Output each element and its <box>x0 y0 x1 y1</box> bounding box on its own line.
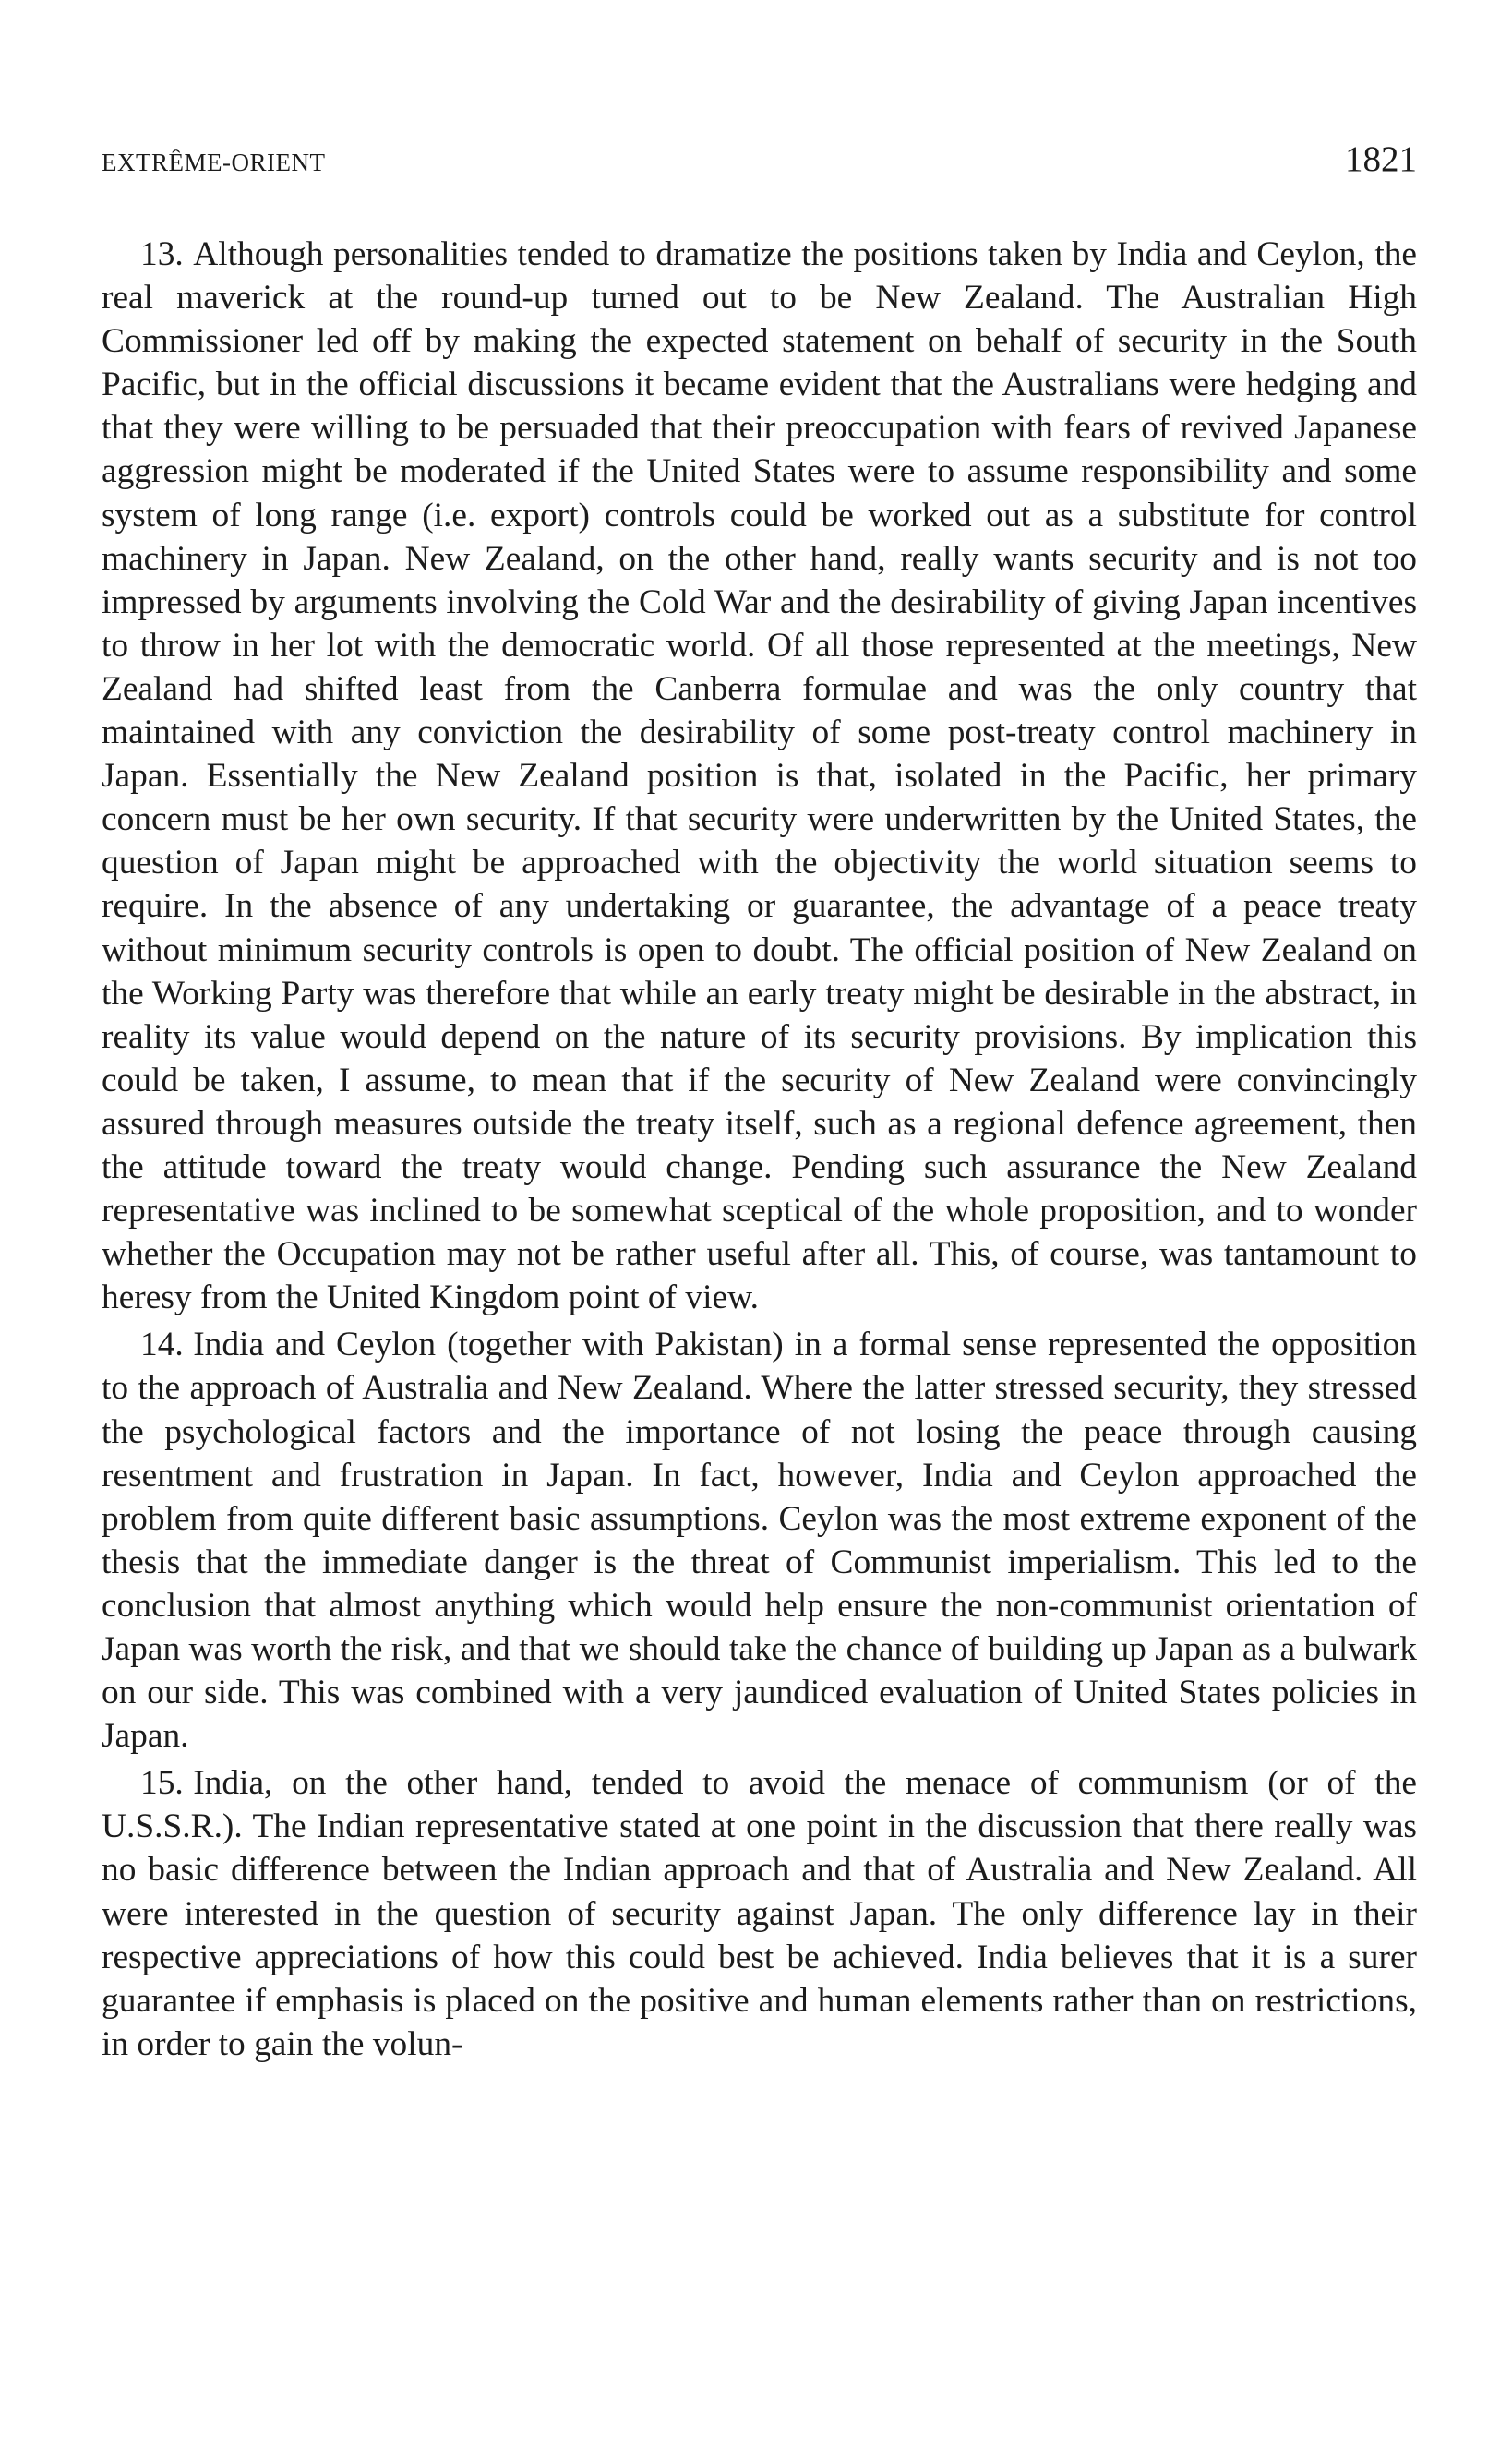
paragraph-number: 15. <box>140 1764 184 1803</box>
paragraph-text: India, on the other hand, tended to avoid the menace of communism (or of the U.S.S.R.). The Indian representative stated at one point in the discussion that there really was no basic difference between the Indian approach and that of Australia and New Zealand. All were interested in the question of security against Japan. The only difference lay in their respective appreciations of how this could best be achieved. India believes that it is a surer guarantee if emphasis is placed on the positive and human elements rather than on restrictions, in order to gain the volun- <box>102 1764 1417 2063</box>
running-title: EXTRÊME-ORIENT <box>102 149 326 176</box>
page-number: 1821 <box>1345 139 1417 179</box>
paragraph-15 <box>102 1761 1417 2066</box>
paragraph-13 <box>102 233 1417 1319</box>
running-header <box>102 138 1417 186</box>
paragraph-14 <box>102 1323 1417 1758</box>
paragraph-text: Although personalities tended to dramatize the positions taken by India and Ceylon, the real maverick at the round-up turned out to be New Zealand. The Australian High Commissioner led off by making the expected statement on behalf of security in the South Pacific, but in the official discussions it became evident that the Australians were hedging and that they were willing to be persuaded that their preoccupation with fears of revived Japanese aggression might be moderated if the United States were to assume responsibility and some system of long range (i.e. export) controls could be worked out as a substitute for control machinery in Japan. New Zealand, on the other hand, really wants security and is not too impressed by arguments involving the Cold War and the desirability of giving Japan incentives to throw in her lot with the democratic world. Of all those represented at the meetings, New Zealand had shifted least from the Canberra formulae and was the only country that maintained with any conviction the desirability of some post-treaty control machinery in Japan. Essentially the New Zealand position is that, isolated in the Pacific, her primary concern must be her own security. If that security were underwritten by the United States, the question of Japan might be approached with the objectivity the world situation seems to require. In the absence of any undertaking or guarantee, the advantage of a peace treaty without minimum security controls is open to doubt. The official position of New Zealand on the Working Party was therefore that while an early treaty might be desirable in the abstract, in reality its value would depend on the nature of its security provisions. By implication this could be taken, I assume, to mean that if the security of New Zealand were convincingly assured through measures outside the treaty itself, such as a regional defence agreement, then the attitude toward the treaty would change. Pending such assurance the New Zealand representative was inclined to be somewhat sceptical of the whole proposition, and to wonder whether the Occupation may not be rather useful after all. This, of course, was tantamount to heresy from the United Kingdom point of view. <box>102 235 1417 1317</box>
document-page <box>102 138 1417 2070</box>
paragraph-number: 14. <box>140 1326 184 1364</box>
paragraph-number: 13. <box>140 235 184 273</box>
paragraph-text: India and Ceylon (together with Pakistan) in a formal sense represented the opposition to the approach of Australia and New Zealand. Where the latter stressed security, they stressed the psychological factors and the importance of not losing the peace through causing resentment and frustration in Japan. In fact, however, India and Ceylon approached the problem from quite different basic assumptions. Ceylon was the most extreme exponent of the thesis that the immediate danger is the threat of Communist imperialism. This led to the conclusion that almost anything which would help ensure the non-communist orientation of Japan was worth the risk, and that we should take the chance of building up Japan as a bulwark on our side. This was combined with a very jaundiced evaluation of United States policies in Japan. <box>102 1326 1417 1756</box>
body-text <box>102 233 1417 2066</box>
